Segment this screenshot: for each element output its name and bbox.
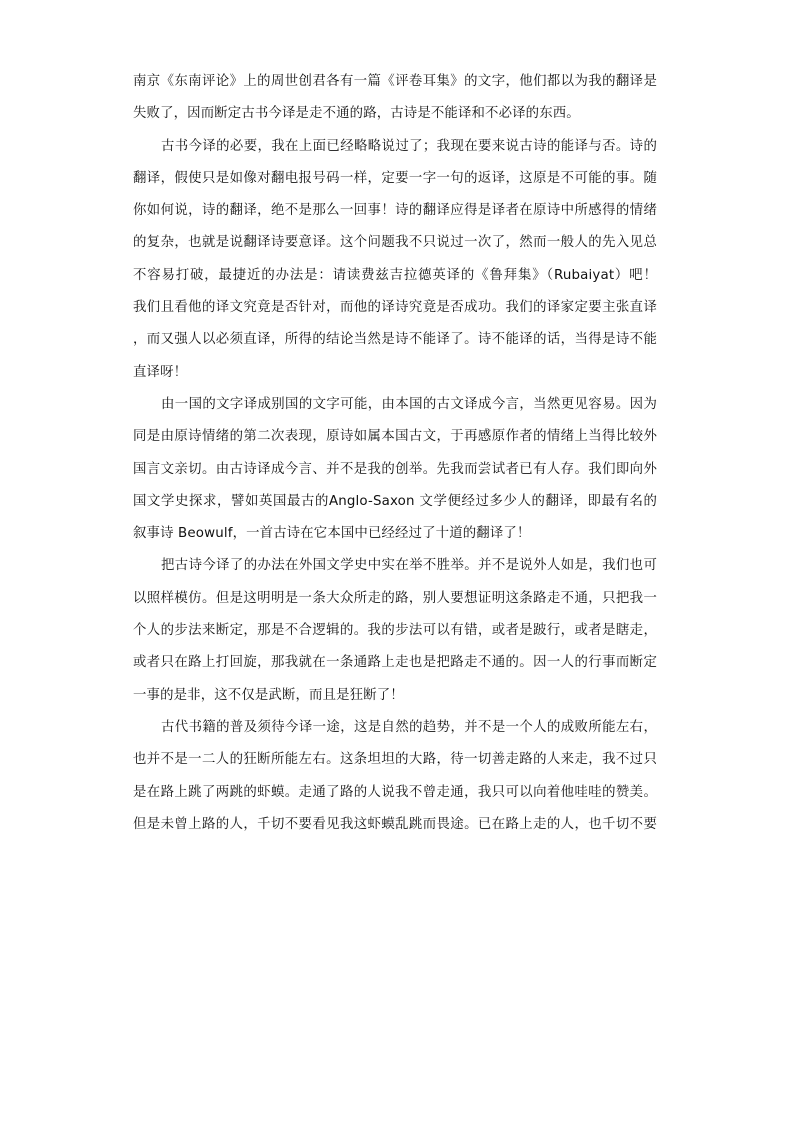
text-line: 把古诗今译了的办法在外国文学史中实在举不胜举。并不是说外人如是，我们也可 <box>161 558 657 574</box>
text-line: 也并不是一二人的狂断所能左右。这条坦坦的大路，待一切善走路的人来走，我不过只 <box>133 752 657 768</box>
text-line: 或者只在路上打回旋，那我就在一条通路上走也是把路走不通的。因一人的行事而断定 <box>133 655 657 671</box>
text-line: 个人的步法来断定，那是不合逻辑的。我的步法可以有错，或者是跛行，或者是瞎走， <box>133 623 657 639</box>
text-line: 翻译，假使只是如像对翻电报号码一样，定要一字一句的返译，这原是不可能的事。随 <box>133 170 657 186</box>
text-line: 古书今译的必要，我在上面已经略略说过了；我现在要来说古诗的能译与否。诗的 <box>161 138 657 154</box>
text-line: 但是未曾上路的人，千切不要看见我这虾蟆乱跳而畏途。已在路上走的人，也千切不要 <box>133 816 657 832</box>
text-line: 一事的是非，这不仅是武断，而且是狂断了！ <box>133 687 404 703</box>
text-line: 失败了，因而断定古书今译是走不通的路，古诗是不能译和不必译的东西。 <box>133 106 580 122</box>
text-line: 国文学史探求，譬如英国最古的Anglo-Saxon 文学便经过多少人的翻译，即最有名的 <box>133 493 657 509</box>
text-line: 以照样模仿。但是这明明是一条大众所走的路，别人要想证明这条路走不通，只把我一 <box>133 590 657 606</box>
text-line: 同是由原诗情绪的第二次表现，原诗如属本国古文，于再感原作者的情绪上当得比较外 <box>133 429 657 445</box>
text-line: 由一国的文字译成别国的文字可能，由本国的古文译成今言，当然更见容易。因为 <box>161 396 657 412</box>
text-line: 直译呀！ <box>133 364 188 380</box>
text-line: ，而又强人以必须直译，所得的结论当然是诗不能译了。诗不能译的话，当得是诗不能 <box>133 332 657 348</box>
text-line: 南京《东南评论》上的周世创君各有一篇《评卷耳集》的文字，他们都以为我的翻译是 <box>133 74 657 89</box>
body-text <box>133 66 657 841</box>
text-line: 国言文亲切。由古诗译成今言、并不是我的创举。先我而尝试者已有人存。我们即向外 <box>133 461 657 477</box>
text-line: 是在路上跳了两跳的虾蟆。走通了路的人说我不曾走通，我只可以向着他哇哇的赞美。 <box>133 784 657 800</box>
text-line: 不容易打破，最捷近的办法是：请读费兹吉拉德英译的《鲁拜集》（Rubaiyat）吧！ <box>133 267 657 283</box>
text-line: 叙事诗 Beowulf，一首古诗在它本国中已经经过了十道的翻译了！ <box>133 526 531 542</box>
text-line: 我们且看他的译文究竟是否针对，而他的译诗究竟是否成功。我们的译家定要主张直译 <box>133 300 657 316</box>
text-line: 你如何说，诗的翻译，绝不是那么一回事！诗的翻译应得是译者在原诗中所感得的情绪 <box>133 203 657 219</box>
text-line: 古代书籍的普及须待今译一途，这是自然的趋势，并不是一个人的成败所能左右， <box>161 719 657 735</box>
text-line: 的复杂，也就是说翻译诗要意译。这个问题我不只说过一次了，然而一般人的先入见总 <box>133 235 657 251</box>
